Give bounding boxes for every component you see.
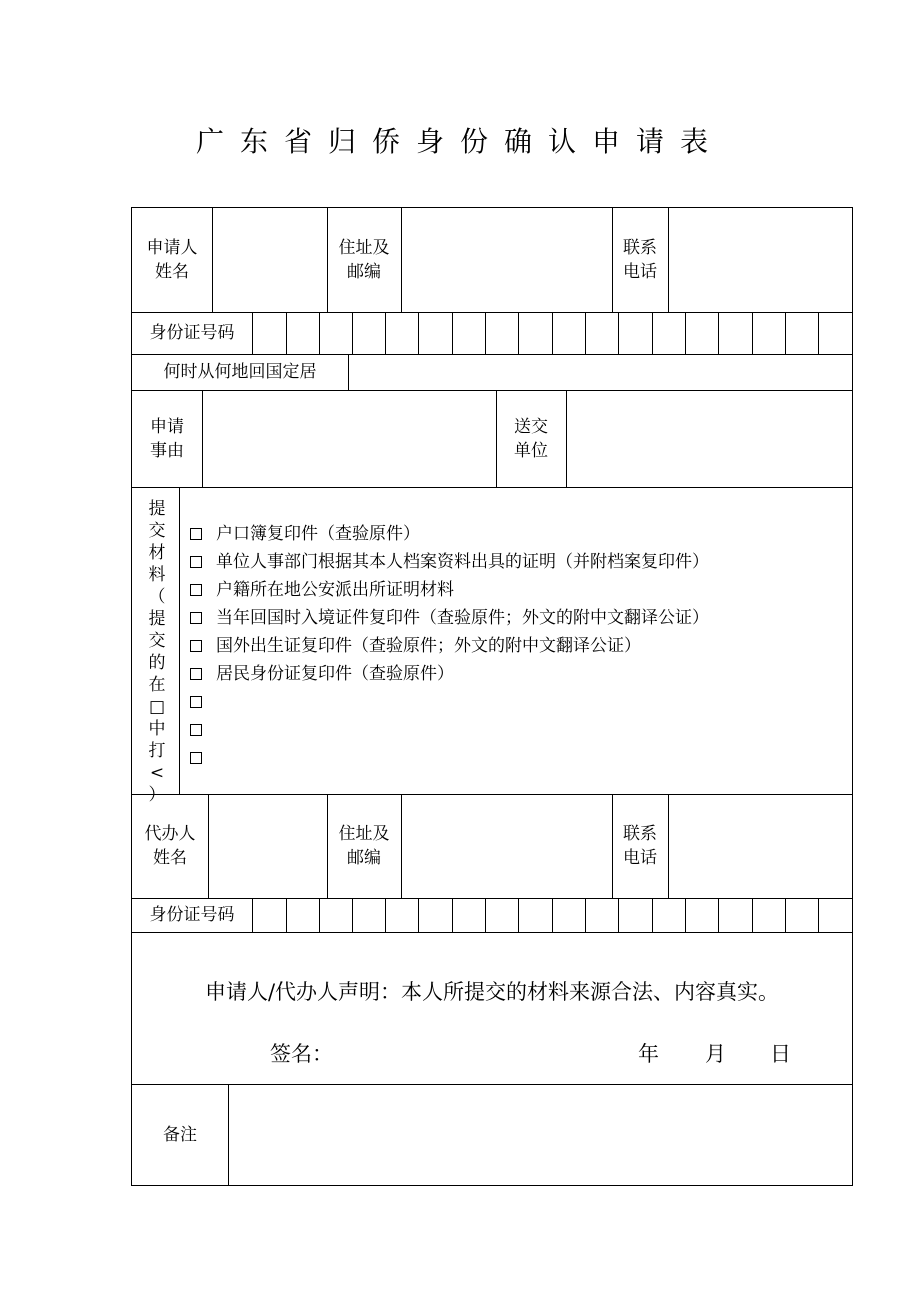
materials-checklist <box>190 520 709 772</box>
submit-unit-field[interactable] <box>567 390 852 487</box>
date-year-label: 年 <box>638 1042 659 1066</box>
agent-phone-label: 联系 电话 <box>623 824 657 868</box>
applicant-name-field[interactable] <box>213 208 327 312</box>
agent-address-field[interactable] <box>402 794 612 898</box>
signature-field[interactable] <box>332 1038 622 1066</box>
id-number-label: 身份证号码 <box>149 323 235 343</box>
material-item: 国外出生证复印件（查验原件；外文的附中文翻译公证） <box>190 632 709 660</box>
material-item: 当年回国时入境证件复印件（查验原件；外文的附中文翻译公证） <box>190 604 709 632</box>
applicant-address-field[interactable] <box>402 208 612 312</box>
materials-side-label: 提 交 材 料 （ 提 交 的 在 □ 中 打 < ） <box>148 499 166 805</box>
reason-field[interactable] <box>203 390 496 487</box>
checkbox[interactable] <box>190 556 202 568</box>
checkbox[interactable] <box>190 584 202 596</box>
remarks-label: 备注 <box>163 1124 197 1145</box>
page-title: 广东省归侨身份确认申请表 <box>195 125 724 158</box>
submit-unit-label: 送交 单位 <box>514 416 548 461</box>
signature-label: 签名： <box>270 1042 333 1066</box>
agent-name-label: 代办人 姓名 <box>144 824 196 868</box>
applicant-name-label: 申请人 姓名 <box>146 238 198 282</box>
material-item-blank <box>190 716 709 744</box>
applicant-phone-label: 联系 电话 <box>623 238 657 282</box>
remarks-field[interactable] <box>229 1084 852 1185</box>
material-item: 单位人事部门根据其本人档案资料出具的证明（并附档案复印件） <box>190 548 709 576</box>
return-info-label: 何时从何地回国定居 <box>163 362 317 382</box>
agent-address-label: 住址及 邮编 <box>338 824 390 868</box>
material-item-blank <box>190 744 709 772</box>
date-day-label: 日 <box>770 1042 791 1066</box>
agent-phone-field[interactable] <box>669 794 852 898</box>
checkbox[interactable] <box>190 752 202 764</box>
checkbox[interactable] <box>190 640 202 652</box>
applicant-address-label: 住址及 邮编 <box>338 238 390 282</box>
date-month-label: 月 <box>705 1042 726 1066</box>
checkbox[interactable] <box>190 696 202 708</box>
declaration-text: 申请人/代办人声明：本人所提交的材料来源合法、内容真实。 <box>204 980 780 1004</box>
material-item-blank <box>190 688 709 716</box>
material-item: 户口簿复印件（查验原件） <box>190 520 709 548</box>
id-number-boxes[interactable] <box>253 312 852 354</box>
material-item: 户籍所在地公安派出所证明材料 <box>190 576 709 604</box>
reason-label: 申请 事由 <box>150 416 184 461</box>
agent-id-number-label: 身份证号码 <box>149 905 235 925</box>
checkbox[interactable] <box>190 668 202 680</box>
checkbox[interactable] <box>190 612 202 624</box>
agent-id-number-boxes[interactable] <box>253 898 852 932</box>
agent-name-field[interactable] <box>209 794 327 898</box>
checkbox[interactable] <box>190 724 202 736</box>
checkbox[interactable] <box>190 528 202 540</box>
application-form <box>131 207 853 1186</box>
material-item: 居民身份证复印件（查验原件） <box>190 660 709 688</box>
applicant-phone-field[interactable] <box>669 208 852 312</box>
return-info-field[interactable] <box>349 354 852 390</box>
